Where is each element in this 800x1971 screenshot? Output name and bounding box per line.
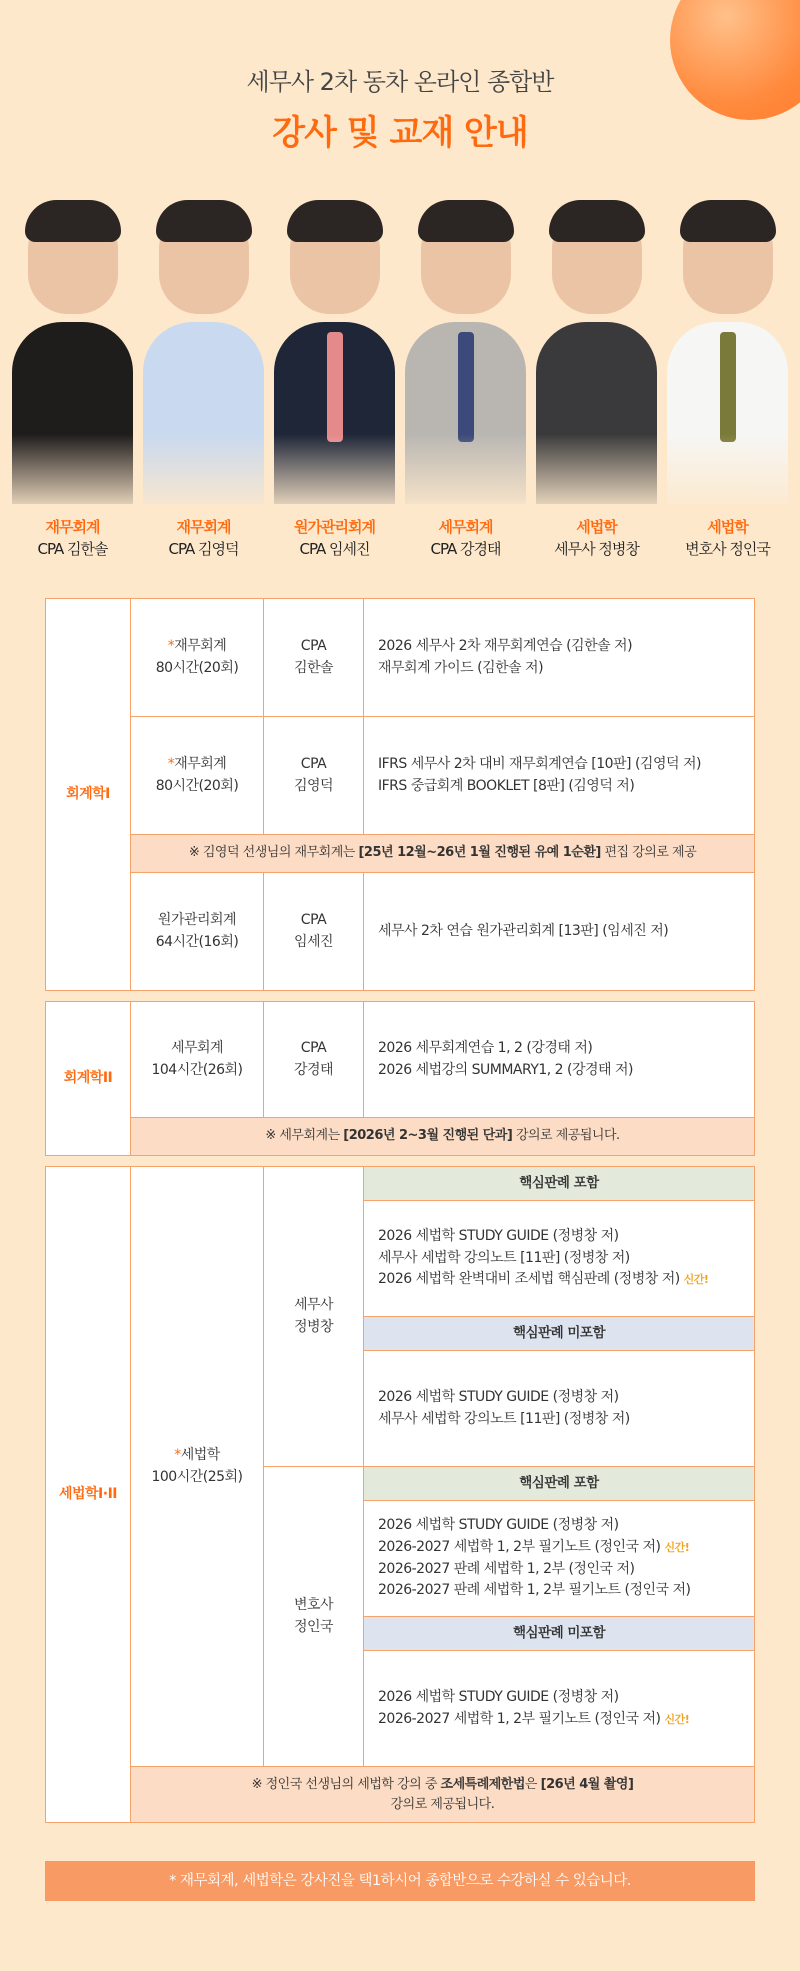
notice-cell: ※ 김영덕 선생님의 재무회계는 [25년 12월~26년 1월 진행된 유예 1순환] 편집 강의로 제공 (131, 835, 755, 873)
new-badge: 신간! (664, 1540, 690, 1554)
instructor-subject: 재무회계 (45, 518, 100, 536)
books-cell: 2026 세법학 STUDY GUIDE (정병창 저) 2026-2027 세법학 1, 2부 필기노트 (정인국 저) 신간! (364, 1651, 755, 1767)
notice-cell: ※ 세무회계는 [2026년 2~3월 진행된 단과] 강의로 제공됩니다. (131, 1118, 755, 1156)
books-cell: 2026 세무회계연습 1, 2 (강경태 저) 2026 세법강의 SUMMARY1, 2 (강경태 저) (364, 1002, 755, 1118)
instructor-name: CPA 강경태 (430, 540, 501, 558)
instructor-card (141, 204, 266, 594)
instructor-card (403, 204, 528, 594)
table-tax-law (45, 1166, 755, 1823)
table-row (46, 1167, 755, 1201)
instructor-name: 세무사 정병창 (554, 540, 639, 558)
books-cell: 2026 세무사 2차 재무회계연습 (김한솔 저) 재무회계 가이드 (김한솔 저) (364, 599, 755, 717)
subheader-excluded: 핵심판례 미포함 (364, 1317, 755, 1351)
section-label: 회계학I (46, 599, 131, 991)
instructor-subject: 세법학 (707, 518, 748, 536)
instructor-name: CPA 김한솔 (37, 540, 108, 558)
table-row (46, 599, 755, 717)
subheader-included: 핵심판례 포함 (364, 1167, 755, 1201)
instructor-lineup (0, 204, 800, 594)
books-cell: 2026 세법학 STUDY GUIDE (정병창 저) 세무사 세법학 강의노트 [11판] (정병창 저) (364, 1351, 755, 1467)
instructor-subject: 세무회계 (438, 518, 493, 536)
course-cell: 원가관리회계 64시간(16회) (131, 873, 264, 991)
teacher-cell: CPA 강경태 (264, 1002, 364, 1118)
page-title: 강사 및 교재 안내 (272, 113, 528, 153)
instructor-card (665, 204, 790, 594)
footer-note: * 재무회계, 세법학은 강사진을 택1하시어 종합반으로 수강하실 수 있습니다. (45, 1861, 755, 1901)
instructor-name: 변호사 정인국 (685, 540, 770, 558)
instructor-subject: 세법학 (576, 518, 617, 536)
table-row (46, 1002, 755, 1118)
books-cell: 2026 세법학 STUDY GUIDE (정병창 저) 2026-2027 세법학 1, 2부 필기노트 (정인국 저) 신간! 2026-2027 판례 세법학 1, 2부 (정인국 저) 2026-2027 판례 세법학 1, 2부 필기노트 (정인국 저) (364, 1501, 755, 1617)
books-cell: 세무사 2차 연습 원가관리회계 [13판] (임세진 저) (364, 873, 755, 991)
teacher-cell: 세무사 정병창 (264, 1167, 364, 1467)
section-label: 세법학I·II (46, 1167, 131, 1823)
subheader-included: 핵심판례 포함 (364, 1467, 755, 1501)
instructor-card (10, 204, 135, 594)
teacher-cell: CPA 김한솔 (264, 599, 364, 717)
instructor-subject: 재무회계 (176, 518, 231, 536)
subheader-excluded: 핵심판례 미포함 (364, 1617, 755, 1651)
books-cell: IFRS 세무사 2차 대비 재무회계연습 [10판] (김영덕 저) IFRS 중급회계 BOOKLET [8판] (김영덕 저) (364, 717, 755, 835)
page-subtitle: 세무사 2차 동차 온라인 종합반 (246, 68, 554, 96)
instructor-name: CPA 김영덕 (168, 540, 239, 558)
course-cell: 세무회계 104시간(26회) (131, 1002, 264, 1118)
table-row (46, 1118, 755, 1156)
notice-cell: ※ 정인국 선생님의 세법학 강의 중 조세특례제한법은 [26년 4월 촬영] 강의로 제공됩니다. (131, 1767, 755, 1823)
teacher-cell: CPA 김영덕 (264, 717, 364, 835)
teacher-cell: CPA 임세진 (264, 873, 364, 991)
table-row (46, 873, 755, 991)
section-label: 회계학II (46, 1002, 131, 1156)
books-cell: 2026 세법학 STUDY GUIDE (정병창 저) 세무사 세법학 강의노트 [11판] (정병창 저) 2026 세법학 완벽대비 조세법 핵심판례 (정병창 저) 신간! (364, 1201, 755, 1317)
course-cell: *세법학 100시간(25회) (131, 1167, 264, 1767)
instructor-card (272, 204, 397, 594)
table-row (46, 835, 755, 873)
table-accounting-2 (45, 1001, 755, 1156)
new-badge: 신간! (683, 1273, 709, 1287)
new-badge: 신간! (664, 1712, 690, 1726)
table-row (46, 717, 755, 835)
table-accounting-1 (45, 598, 755, 991)
teacher-cell: 변호사 정인국 (264, 1467, 364, 1767)
instructor-name: CPA 임세진 (299, 540, 370, 558)
instructor-subject: 원가관리회계 (294, 518, 375, 536)
course-cell: *재무회계 80시간(20회) (131, 599, 264, 717)
course-cell: *재무회계 80시간(20회) (131, 717, 264, 835)
table-row (46, 1767, 755, 1823)
instructor-card (534, 204, 659, 594)
